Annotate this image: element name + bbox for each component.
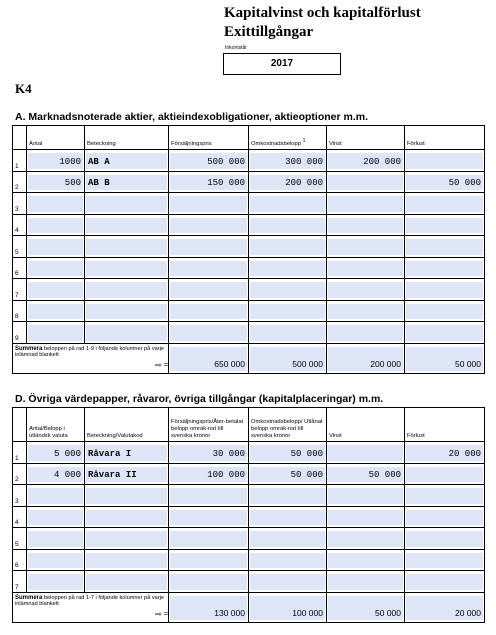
cell-value	[169, 331, 248, 334]
cell-vinst[interactable]	[327, 279, 405, 301]
cell-pris[interactable]	[169, 279, 249, 301]
cell-beteckning[interactable]	[85, 279, 169, 301]
cell-value	[327, 331, 404, 334]
row-number: 3	[13, 193, 27, 215]
cell-antal[interactable]	[27, 214, 85, 236]
cell-value	[405, 288, 484, 291]
cell-beteckning[interactable]	[85, 300, 169, 322]
sum-row	[13, 343, 485, 373]
cell-forlust[interactable]	[405, 300, 485, 322]
cell-value	[405, 472, 484, 475]
sum-value: 130 000	[214, 608, 245, 618]
cell-value	[327, 309, 404, 312]
cell-value	[327, 288, 404, 291]
year-label: Inkomstår	[225, 45, 247, 51]
cell-value	[405, 494, 484, 497]
cell-value	[169, 515, 248, 518]
cell-pris[interactable]	[169, 528, 249, 550]
row-number: 1	[13, 150, 27, 172]
cell-pris[interactable]	[169, 257, 249, 279]
cell-beteckning[interactable]	[85, 193, 169, 215]
section-d-header-row	[13, 408, 485, 442]
cell-value	[405, 580, 484, 583]
cell-value	[169, 266, 248, 269]
cell-forlust[interactable]	[405, 193, 485, 215]
cell-value	[27, 515, 84, 518]
sum-forlust[interactable]	[405, 343, 485, 373]
sum-row	[13, 592, 485, 622]
cell-antal[interactable]	[27, 485, 85, 507]
sum-value: 20 000	[455, 608, 481, 618]
cell-value	[85, 223, 168, 226]
row-number: 4	[13, 506, 27, 528]
cell-value	[27, 537, 84, 540]
sum-pris[interactable]	[169, 343, 249, 373]
col-header-antal: Antal	[27, 126, 85, 150]
cell-value: 200 000	[363, 156, 401, 167]
cell-value	[327, 537, 404, 540]
cell-vinst[interactable]	[327, 150, 405, 172]
cell-vinst[interactable]	[327, 193, 405, 215]
cell-value	[327, 202, 404, 205]
col-header-forlust: Förlust	[405, 408, 485, 442]
row-number: 5	[13, 528, 27, 550]
cell-value	[327, 245, 404, 248]
row-number: 6	[13, 549, 27, 571]
sum-omkostnad[interactable]	[249, 592, 327, 622]
row-number: 4	[13, 214, 27, 236]
col-header-beteckning: Beteckning	[85, 126, 169, 150]
sum-omkostnad[interactable]	[249, 343, 327, 373]
row-number: 2	[13, 463, 27, 485]
cell-vinst[interactable]	[327, 214, 405, 236]
sum-label-bold: Summera	[15, 594, 43, 601]
cell-value: 30 000	[212, 448, 245, 459]
cell-vinst[interactable]	[327, 549, 405, 571]
col-header-forsaljningspris: Försäljningspris	[169, 126, 249, 150]
form-title-line1: Kapitalvinst och kapitalförlust	[224, 5, 421, 21]
sum-forlust[interactable]	[405, 592, 485, 622]
cell-value	[27, 580, 84, 583]
cell-value: 1000	[59, 156, 81, 167]
cell-value: 5 000	[53, 448, 81, 459]
cell-beteckning[interactable]	[85, 571, 169, 593]
cell-value	[249, 331, 326, 334]
cell-forlust[interactable]	[405, 322, 485, 344]
cell-value: 20 000	[448, 448, 481, 459]
cell-antal[interactable]	[27, 549, 85, 571]
cell-forlust[interactable]	[405, 463, 485, 485]
cell-value: 50 000	[290, 470, 323, 481]
cell-vinst[interactable]	[327, 171, 405, 193]
cell-forlust[interactable]	[405, 528, 485, 550]
row-number: 2	[13, 171, 27, 193]
section-a-header-row	[13, 126, 485, 150]
cell-antal[interactable]	[27, 506, 85, 528]
cell-forlust[interactable]	[405, 571, 485, 593]
table-row	[13, 322, 485, 344]
cell-pris[interactable]	[169, 193, 249, 215]
cell-value	[249, 558, 326, 561]
cell-value: 300 000	[285, 156, 323, 167]
form-code: K4	[15, 81, 32, 96]
cell-value: 100 000	[207, 470, 245, 481]
cell-value	[85, 558, 168, 561]
cell-forlust[interactable]	[405, 257, 485, 279]
table-row	[13, 236, 485, 258]
col-header-forlust: Förlust	[405, 126, 485, 150]
cell-forlust[interactable]	[405, 171, 485, 193]
cell-vinst[interactable]	[327, 506, 405, 528]
cell-value	[85, 331, 168, 334]
table-row	[13, 171, 485, 193]
cell-value	[405, 537, 484, 540]
cell-value	[405, 223, 484, 226]
table-row	[13, 442, 485, 464]
table-row	[13, 571, 485, 593]
cell-omkostnad[interactable]	[249, 463, 327, 485]
equals-sign: =	[163, 362, 168, 369]
cell-antal[interactable]	[27, 300, 85, 322]
cell-value	[327, 494, 404, 497]
sum-value: 50 000	[375, 608, 401, 618]
cell-value	[169, 537, 248, 540]
cell-omkostnad[interactable]	[249, 506, 327, 528]
cell-vinst[interactable]	[327, 236, 405, 258]
cell-omkostnad[interactable]	[249, 171, 327, 193]
cell-value	[249, 245, 326, 248]
cell-beteckning[interactable]	[85, 150, 169, 172]
cell-beteckning[interactable]	[85, 506, 169, 528]
cell-value: 150 000	[207, 178, 245, 189]
cell-value	[249, 537, 326, 540]
cell-value	[169, 223, 248, 226]
cell-value	[85, 494, 168, 497]
arrow-right-icon: ➡	[154, 360, 162, 370]
cell-beteckning[interactable]	[85, 322, 169, 344]
cell-omkostnad[interactable]	[249, 150, 327, 172]
col-header-vinst: Vinst	[327, 408, 405, 442]
cell-antal[interactable]	[27, 257, 85, 279]
col-header-omkostnadsbelopp-label: Omkostnadsbelopp	[251, 141, 301, 147]
row-number: 6	[13, 257, 27, 279]
cell-forlust[interactable]	[405, 485, 485, 507]
cell-value	[405, 558, 484, 561]
cell-vinst[interactable]	[327, 300, 405, 322]
section-d-table	[12, 407, 485, 623]
cell-value	[27, 309, 84, 312]
cell-omkostnad[interactable]	[249, 322, 327, 344]
sum-label-bold: Summera	[15, 345, 43, 352]
cell-omkostnad[interactable]	[249, 300, 327, 322]
sum-vinst[interactable]	[327, 592, 405, 622]
cell-pris[interactable]	[169, 214, 249, 236]
sum-value: 50 000	[455, 359, 481, 369]
cell-forlust[interactable]	[405, 279, 485, 301]
table-row	[13, 506, 485, 528]
footnote-mark: 1	[302, 138, 306, 145]
cell-value: 500	[64, 178, 81, 189]
cell-value	[169, 288, 248, 291]
cell-value	[249, 202, 326, 205]
col-header-beteckning-valutakod: Beteckning/Valutakod	[85, 408, 169, 442]
col-header-omkostnadsbelopp	[249, 126, 327, 150]
equals-sign: =	[163, 611, 168, 618]
cell-pris[interactable]	[169, 485, 249, 507]
sum-value: 200 000	[370, 359, 401, 369]
cell-value: Råvara II	[88, 470, 137, 481]
cell-forlust[interactable]	[405, 236, 485, 258]
cell-vinst[interactable]	[327, 528, 405, 550]
cell-value	[249, 223, 326, 226]
sum-label	[13, 592, 169, 622]
cell-value	[249, 309, 326, 312]
cell-value	[27, 558, 84, 561]
row-number-header	[13, 408, 27, 442]
cell-value: 500 000	[207, 156, 245, 167]
cell-value	[85, 515, 168, 518]
cell-pris[interactable]	[169, 506, 249, 528]
row-number: 7	[13, 279, 27, 301]
cell-value	[405, 245, 484, 248]
cell-antal[interactable]	[27, 571, 85, 593]
cell-pris[interactable]	[169, 322, 249, 344]
table-row	[13, 193, 485, 215]
cell-beteckning[interactable]	[85, 485, 169, 507]
cell-value: AB B	[88, 178, 110, 189]
cell-omkostnad[interactable]	[249, 528, 327, 550]
cell-pris[interactable]	[169, 571, 249, 593]
cell-value	[327, 558, 404, 561]
sum-label	[13, 343, 169, 373]
row-number: 1	[13, 442, 27, 464]
cell-value	[249, 494, 326, 497]
cell-forlust[interactable]	[405, 150, 485, 172]
cell-value	[405, 266, 484, 269]
row-number: 3	[13, 485, 27, 507]
section-a-title: A. Marknadsnoterade aktier, aktieindexobligationer, aktieoptioner m.m.	[15, 111, 369, 123]
cell-pris[interactable]	[169, 236, 249, 258]
cell-pris[interactable]	[169, 300, 249, 322]
cell-antal[interactable]	[27, 279, 85, 301]
cell-omkostnad[interactable]	[249, 193, 327, 215]
sum-pris[interactable]	[169, 592, 249, 622]
cell-value	[327, 266, 404, 269]
cell-omkostnad[interactable]	[249, 485, 327, 507]
cell-value	[85, 580, 168, 583]
col-header-forsaljningspris: Försäljningspris/Åter-betalat belopp omräk-nat till svenska kronor	[169, 408, 249, 442]
cell-value	[27, 223, 84, 226]
cell-pris[interactable]	[169, 549, 249, 571]
form-title-line2: Exittillgångar	[224, 24, 314, 40]
cell-value	[249, 288, 326, 291]
cell-value	[27, 288, 84, 291]
sum-value: 100 000	[292, 608, 323, 618]
cell-beteckning[interactable]	[85, 549, 169, 571]
cell-omkostnad[interactable]	[249, 549, 327, 571]
cell-antal[interactable]	[27, 193, 85, 215]
cell-omkostnad[interactable]	[249, 214, 327, 236]
cell-pris[interactable]	[169, 171, 249, 193]
arrow-right-icon: ➡	[154, 609, 162, 619]
cell-value	[249, 266, 326, 269]
form-title	[224, 4, 421, 42]
cell-value	[169, 202, 248, 205]
cell-value	[85, 288, 168, 291]
row-number-header	[13, 126, 27, 150]
cell-vinst[interactable]	[327, 322, 405, 344]
cell-value	[27, 331, 84, 334]
cell-value	[405, 202, 484, 205]
cell-forlust[interactable]	[405, 214, 485, 236]
cell-value	[27, 494, 84, 497]
section-d-title: D. Övriga värdepapper, råvaror, övriga tillgångar (kapitalplaceringar) m.m.	[15, 393, 384, 405]
col-header-omkostnadsbelopp: Omkostnadsbelopp/ Utlånat belopp omräk-nat till svenska kronor	[249, 408, 327, 442]
cell-pris[interactable]	[169, 150, 249, 172]
cell-value	[85, 266, 168, 269]
cell-beteckning[interactable]	[85, 463, 169, 485]
cell-antal[interactable]	[27, 150, 85, 172]
cell-antal[interactable]	[27, 442, 85, 464]
table-row	[13, 300, 485, 322]
cell-omkostnad[interactable]	[249, 236, 327, 258]
cell-value	[327, 223, 404, 226]
sum-value: 500 000	[292, 359, 323, 369]
table-row	[13, 549, 485, 571]
cell-omkostnad[interactable]	[249, 257, 327, 279]
cell-value	[327, 180, 404, 183]
cell-value: AB A	[88, 156, 110, 167]
cell-antal[interactable]	[27, 528, 85, 550]
cell-antal[interactable]	[27, 236, 85, 258]
cell-value: Råvara I	[88, 448, 132, 459]
cell-value	[27, 202, 84, 205]
cell-value: 50 000	[368, 470, 401, 481]
cell-beteckning[interactable]	[85, 528, 169, 550]
cell-value	[169, 580, 248, 583]
col-header-antal-belopp: Antal/Belopp i utländsk valuta	[27, 408, 85, 442]
table-row	[13, 528, 485, 550]
cell-beteckning[interactable]	[85, 171, 169, 193]
cell-beteckning[interactable]	[85, 257, 169, 279]
cell-vinst[interactable]	[327, 485, 405, 507]
cell-value	[85, 309, 168, 312]
table-row	[13, 485, 485, 507]
cell-value	[327, 580, 404, 583]
cell-vinst[interactable]	[327, 257, 405, 279]
cell-forlust[interactable]	[405, 442, 485, 464]
cell-value	[27, 266, 84, 269]
cell-value	[169, 245, 248, 248]
cell-antal[interactable]	[27, 463, 85, 485]
row-number: 5	[13, 236, 27, 258]
cell-forlust[interactable]	[405, 549, 485, 571]
cell-value	[85, 245, 168, 248]
cell-antal[interactable]	[27, 322, 85, 344]
cell-vinst[interactable]	[327, 571, 405, 593]
cell-vinst[interactable]	[327, 463, 405, 485]
table-row	[13, 279, 485, 301]
cell-value	[405, 515, 484, 518]
section-a-table	[12, 125, 485, 374]
cell-value	[27, 245, 84, 248]
cell-value	[249, 515, 326, 518]
row-number: 9	[13, 322, 27, 344]
cell-value	[85, 202, 168, 205]
table-row	[13, 150, 485, 172]
cell-value	[85, 537, 168, 540]
cell-forlust[interactable]	[405, 506, 485, 528]
cell-pris[interactable]	[169, 463, 249, 485]
sum-vinst[interactable]	[327, 343, 405, 373]
row-number: 7	[13, 571, 27, 593]
cell-value	[405, 159, 484, 162]
cell-value	[169, 494, 248, 497]
col-header-vinst: Vinst	[327, 126, 405, 150]
cell-value	[405, 309, 484, 312]
cell-value	[405, 331, 484, 334]
cell-value	[169, 309, 248, 312]
cell-beteckning[interactable]	[85, 442, 169, 464]
cell-value	[249, 580, 326, 583]
cell-omkostnad[interactable]	[249, 279, 327, 301]
cell-value: 50 000	[290, 448, 323, 459]
cell-value: 4 000	[53, 470, 81, 481]
cell-vinst[interactable]	[327, 442, 405, 464]
cell-omkostnad[interactable]	[249, 442, 327, 464]
sum-value: 650 000	[214, 359, 245, 369]
cell-antal[interactable]	[27, 171, 85, 193]
cell-value	[327, 451, 404, 454]
cell-value	[327, 515, 404, 518]
table-row	[13, 463, 485, 485]
cell-pris[interactable]	[169, 442, 249, 464]
year-field[interactable]: 2017	[223, 53, 341, 75]
cell-beteckning[interactable]	[85, 236, 169, 258]
sum-label-text: beloppen på rad 1-7 i följande kolumner på varje inlämnad blankett	[15, 594, 164, 607]
table-row	[13, 257, 485, 279]
sum-label-text: beloppen på rad 1-9 i följande kolumner på varje inlämnad blankett	[15, 345, 164, 358]
cell-value: 200 000	[285, 178, 323, 189]
cell-beteckning[interactable]	[85, 214, 169, 236]
cell-value: 50 000	[448, 178, 481, 189]
table-row	[13, 214, 485, 236]
row-number: 8	[13, 300, 27, 322]
cell-omkostnad[interactable]	[249, 571, 327, 593]
cell-value	[169, 558, 248, 561]
